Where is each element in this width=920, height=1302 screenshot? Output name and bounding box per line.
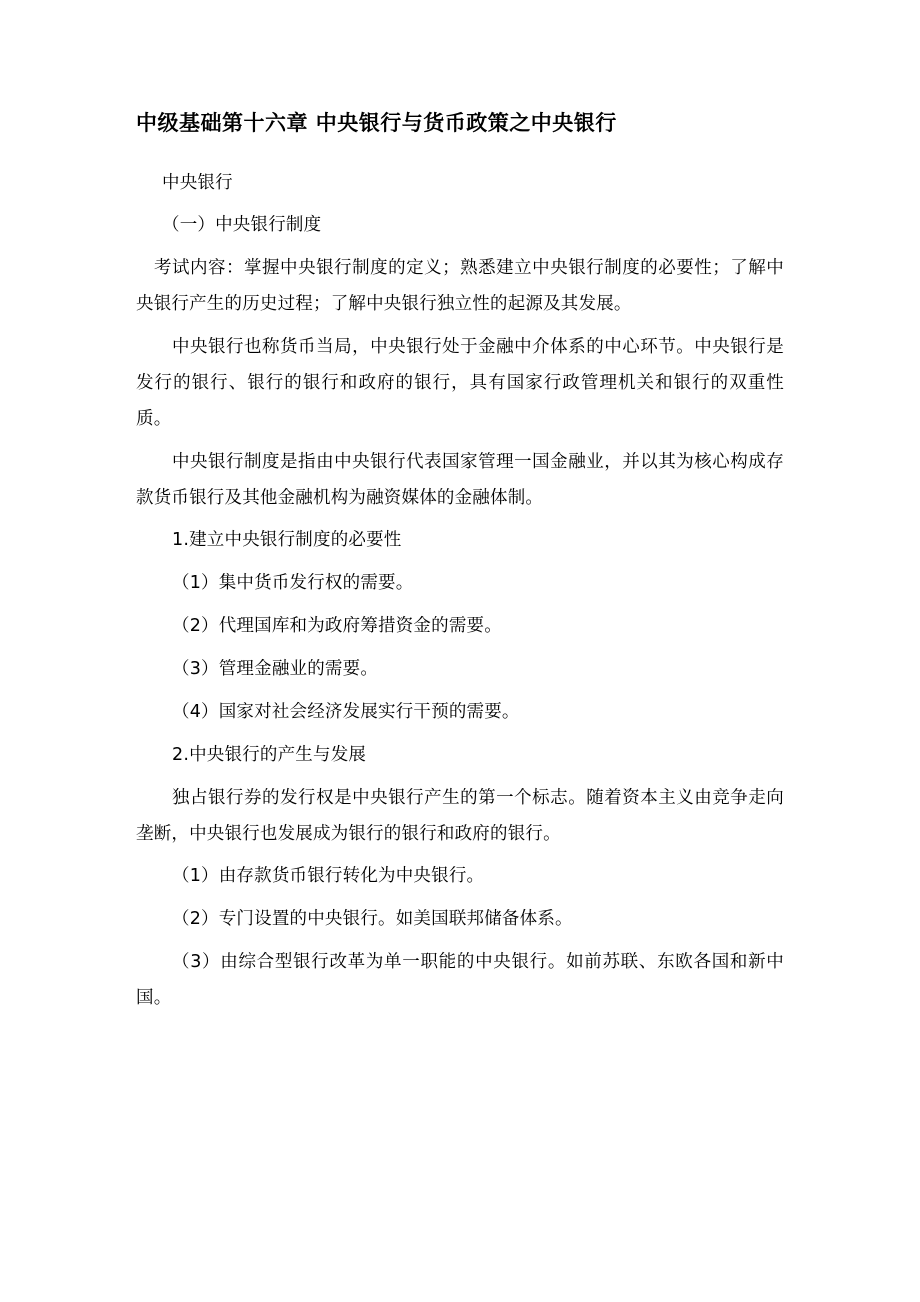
paragraph: （2）专门设置的中央银行。如美国联邦储备体系。 bbox=[172, 909, 573, 930]
paragraph: （4）国家对社会经济发展实行干预的需要。 bbox=[172, 701, 520, 722]
paragraph: 1.建立中央银行制度的必要性 bbox=[172, 530, 402, 551]
paragraph: 中央银行制度是指由中央银行代表国家管理一国金融业，并以其为核心构成存款货币银行及其他金融机构为融资媒体的金融体制。 bbox=[136, 451, 784, 508]
paragraph: 中央银行也称货币当局，中央银行处于金融中介体系的中心环节。中央银行是发行的银行、银行的银行和政府的银行，具有国家行政管理机关和银行的双重性质。 bbox=[136, 337, 784, 429]
paragraph: 中央银行 bbox=[162, 172, 233, 193]
paragraph: 2.中央银行的产生与发展 bbox=[172, 744, 367, 765]
paragraph: （1）集中货币发行权的需要。 bbox=[172, 573, 414, 594]
paragraph: 考试内容：掌握中央银行制度的定义；熟悉建立中央银行制度的必要性；了解中央银行产生的历史过程；了解中央银行独立性的起源及其发展。 bbox=[136, 258, 784, 315]
paragraph: （2）代理国库和为政府筹措资金的需要。 bbox=[172, 616, 502, 637]
paragraph: （3）由综合型银行改革为单一职能的中央银行。如前苏联、东欧各国和新中国。 bbox=[136, 952, 784, 1008]
paragraph: 独占银行券的发行权是中央银行产生的第一个标志。随着资本主义由竞争走向垄断，中央银行也发展成为银行的银行和政府的银行。 bbox=[136, 787, 784, 844]
paragraph: （3）管理金融业的需要。 bbox=[172, 659, 379, 679]
paragraph: （一）中央银行制度 bbox=[162, 215, 322, 236]
page-title: 中级基础第十六章 中央银行与货币政策之中央银行 bbox=[136, 111, 617, 135]
paragraph: （1）由存款货币银行转化为中央银行。 bbox=[172, 866, 485, 887]
